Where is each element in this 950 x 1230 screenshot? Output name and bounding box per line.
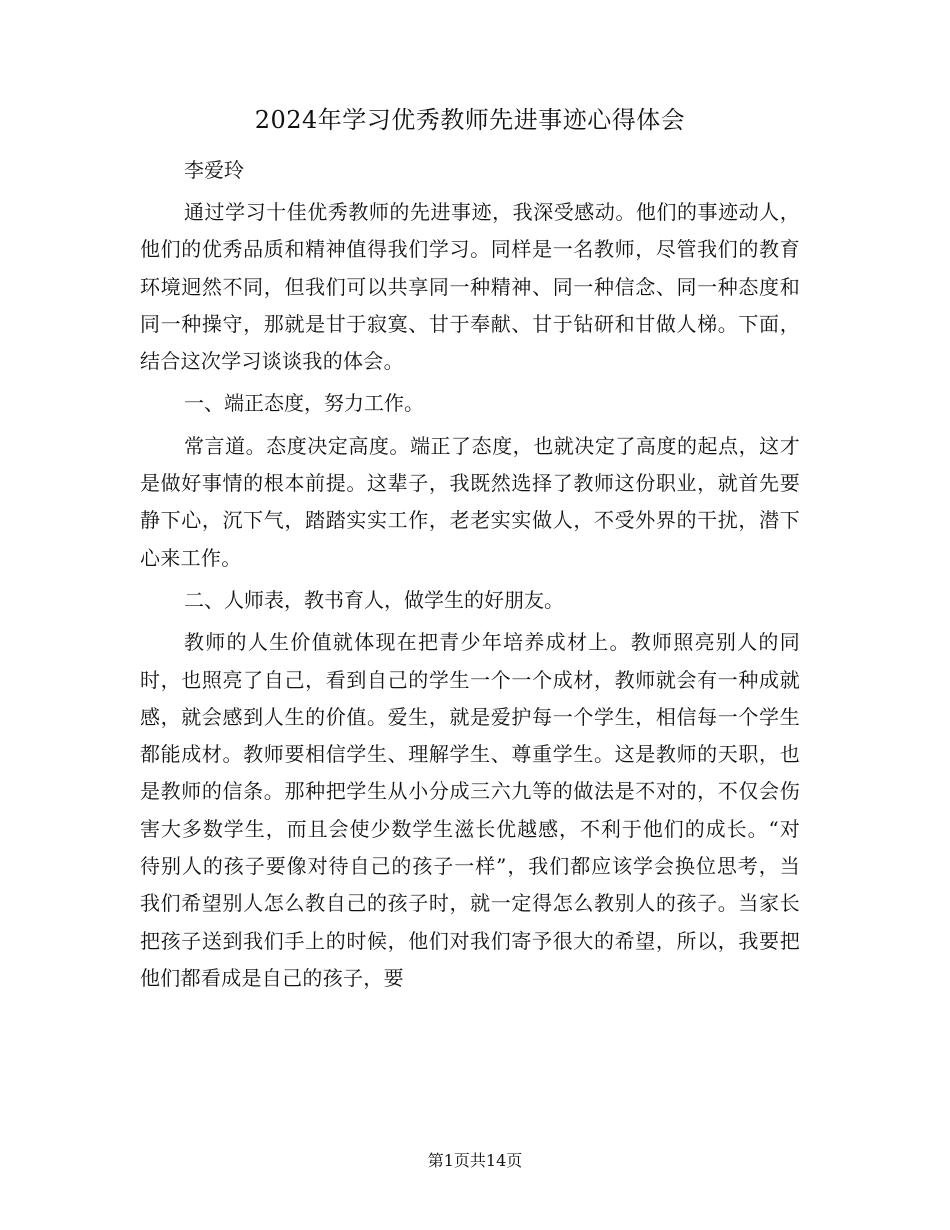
section-heading: 二、人师表，教书育人，做学生的好朋友。	[184, 587, 564, 612]
body-paragraph: 通过学习十佳优秀教师的先进事迹，我深受感动。他们的事迹动人，他们的优秀品质和精神值得我们学习。同样是一名教师，尽管我们的教育环境迥然不同，但我们可以共享同一种精神、同一种信念、同一种态度和同一种操守，那就是甘于寂寞、甘于奉献、甘于钻研和甘做人梯。下面，结合这次学习谈谈我的体会。	[140, 200, 800, 374]
document-page	[140, 98, 800, 1002]
body-paragraph: 教师的人生价值就体现在把青少年培养成材上。教师照亮别人的同时，也照亮了自己，看到自己的学生一个一个成材，教师就会有一种成就感，就会感到人生的价值。爱生，就是爱护每一个学生，相信每一个学生都能成材。教师要相信学生、理解学生、尊重学生。这是教师的天职，也是教师的信条。那种把学生从小分成三六九等的做法是不对的，不仅会伤害大多数学生，而且会使少数学生滋长优越感，不利于他们的成长。“对待别人的孩子要像对待自己的孩子一样”，我们都应该学会换位思考，当我们希望别人怎么教自己的孩子时，就一定得怎么教别人的孩子。当家长把孩子送到我们手上的时候，他们对我们寄予很大的希望，所以，我要把他们都看成是自己的孩子，要	[140, 630, 800, 990]
author-name: 李爱玲	[184, 158, 244, 182]
section-heading: 一、端正态度，努力工作。	[184, 391, 424, 416]
page-number: 第1页共14页	[427, 1151, 523, 1170]
document-title: 2024年学习优秀教师先进事迹心得体会	[254, 106, 686, 134]
body-paragraph: 常言道。态度决定高度。端正了态度，也就决定了高度的起点，这才是做好事情的根本前提。这辈子，我既然选择了教师这份职业，就首先要静下心，沉下气，踏踏实实工作，老老实实做人，不受外界的干扰，潜下心来工作。	[140, 433, 800, 570]
